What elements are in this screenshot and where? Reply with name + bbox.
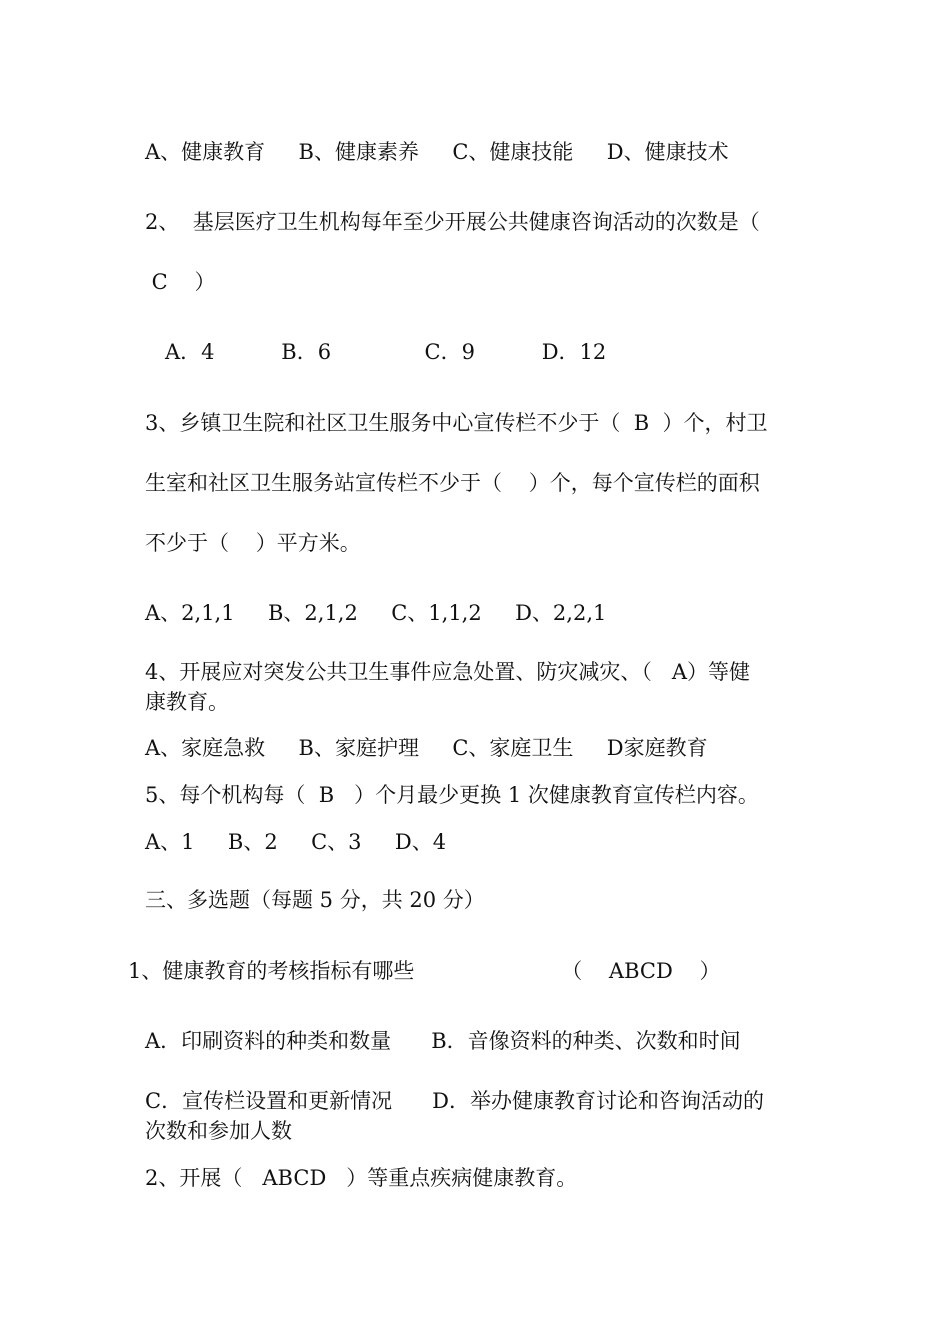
- q2-question: 2、 基层医疗卫生机构每年至少开展公共健康咨询活动的次数是（: [145, 210, 760, 234]
- q5-question: 5、每个机构每（ B ）个月最少更换 1 次健康教育宣传栏内容。: [145, 783, 759, 807]
- section-title-multiple-choice: 三、多选题（每题 5 分，共 20 分）: [145, 888, 485, 912]
- q4-question-line1: 4、开展应对突发公共卫生事件应急处置、防灾减灾、（ A）等健: [145, 660, 751, 684]
- mq2-question: 2、开展（ ABCD ）等重点疾病健康教育。: [145, 1166, 578, 1190]
- mq1-options-cd-cont: 次数和参加人数: [145, 1119, 292, 1143]
- q2-answer: C ）: [145, 270, 216, 294]
- q5-options: A、1 B、2 C、3 D、4: [145, 830, 447, 854]
- mq1-question: 1、健康教育的考核指标有哪些 （ ABCD ）: [128, 959, 721, 983]
- q4-options: A、家庭急救 B、家庭护理 C、家庭卫生 D家庭教育: [145, 736, 708, 760]
- mq1-options-cd: C．宣传栏设置和更新情况 D．举办健康教育讨论和咨询活动的: [145, 1089, 764, 1113]
- q3-question-line3: 不少于（ ）平方米。: [145, 531, 361, 555]
- q1-options: A、健康教育 B、健康素养 C、健康技能 D、健康技术: [145, 140, 729, 164]
- mq1-options-ab: A．印刷资料的种类和数量 B．音像资料的种类、次数和时间: [145, 1029, 741, 1053]
- q3-question-line2: 生室和社区卫生服务站宣传栏不少于（ ）个，每个宣传栏的面积: [145, 471, 760, 495]
- q4-question-line2: 康教育。: [145, 690, 229, 714]
- q3-question-line1: 3、乡镇卫生院和社区卫生服务中心宣传栏不少于（ B ）个，村卫: [145, 411, 768, 435]
- q3-options: A、2,1,1 B、2,1,2 C、1,1,2 D、2,2,1: [145, 601, 607, 625]
- q2-options: A．4 B．6 C．9 D．12: [165, 340, 607, 364]
